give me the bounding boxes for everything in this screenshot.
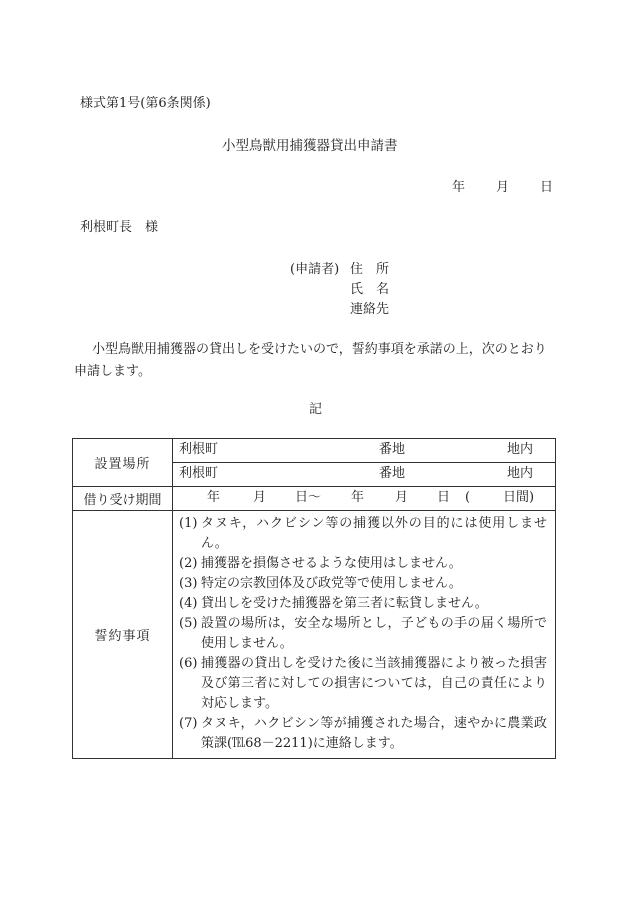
pledge-item xyxy=(179,554,547,574)
ki-heading: 記 xyxy=(309,402,323,417)
pledge-row xyxy=(73,511,556,759)
pledge-text: 設置の場所は，安全な場所とし，子どもの手の届く場所で使用しません。 xyxy=(201,616,547,651)
period-label: 借り受け期間 xyxy=(73,487,173,511)
applicant-role-label: (申請者) xyxy=(290,262,340,277)
pledge-number: (4) xyxy=(179,596,198,611)
period-days-open: ( xyxy=(465,490,471,505)
date-day-label: 日 xyxy=(540,180,554,195)
location-cell-2[interactable] xyxy=(173,463,556,487)
document-title: 小型鳥獣用捕獲器貸出申請書 xyxy=(222,138,398,154)
location-row-1 xyxy=(73,439,556,463)
pledge-text: タヌキ，ハクビシン等の捕獲以外の目的には使用しません。 xyxy=(201,516,547,551)
period-cell[interactable] xyxy=(173,487,556,511)
pledge-text: 貸出しを受けた捕獲器を第三者に転貸しません。 xyxy=(201,596,488,611)
address-label: 住 所 xyxy=(350,262,390,277)
date-year-label: 年 xyxy=(452,180,466,195)
pledge-number: (1) xyxy=(179,516,198,531)
pledge-item xyxy=(179,614,547,654)
period-end-month: 月 xyxy=(395,490,409,505)
application-statement: 小型鳥獣用捕獲器の貸出しを受けたいので，誓約事項を承諾の上，次のとおり申請します。 xyxy=(74,342,547,379)
pledge-item xyxy=(179,654,547,714)
location-town: 利根町 xyxy=(179,466,219,481)
addressee: 利根町長 様 xyxy=(80,220,159,235)
date-month-label: 月 xyxy=(496,180,510,195)
period-start-month: 月 xyxy=(253,490,267,505)
pledge-number: (3) xyxy=(179,576,198,591)
pledge-number: (5) xyxy=(179,616,198,631)
pledge-text: 捕獲器を損傷させるような使用はしません。 xyxy=(201,556,462,571)
period-end-year: 年 xyxy=(351,490,365,505)
pledge-item xyxy=(179,714,547,754)
location-town: 利根町 xyxy=(179,442,219,457)
period-days-close: 日間) xyxy=(503,490,535,505)
form-number: 様式第1号(第6条関係) xyxy=(80,96,211,111)
pledge-label: 誓約事項 xyxy=(73,511,173,759)
location-banchi: 番地 xyxy=(379,442,406,457)
pledge-number: (6) xyxy=(179,656,198,671)
application-table xyxy=(72,438,556,759)
period-start-day: 日～ xyxy=(295,490,322,505)
pledge-item xyxy=(179,594,547,614)
pledge-item xyxy=(179,514,547,554)
pledge-number: (2) xyxy=(179,556,198,571)
period-row xyxy=(73,487,556,511)
location-banchi: 番地 xyxy=(379,466,406,481)
pledge-text: 捕獲器の貸出しを受けた後に当該捕獲器により被った損害及び第三者に対しての損害については，自己の責任により対応します。 xyxy=(201,656,547,711)
contact-label: 連絡先 xyxy=(350,302,390,317)
location-chinai: 地内 xyxy=(507,442,534,457)
pledge-item xyxy=(179,574,547,594)
pledge-text: タヌキ，ハクビシン等が捕獲された場合，速やかに農業政策課(℡68－2211)に連絡します。 xyxy=(201,716,547,751)
period-start-year: 年 xyxy=(207,490,221,505)
location-chinai: 地内 xyxy=(507,466,534,481)
period-end-day: 日 xyxy=(437,490,451,505)
pledge-text: 特定の宗教団体及び政党等で使用しません。 xyxy=(201,576,462,591)
pledge-number: (7) xyxy=(179,716,198,731)
pledge-list xyxy=(173,511,556,759)
name-label: 氏 名 xyxy=(350,282,390,297)
location-label: 設置場所 xyxy=(73,439,173,487)
location-cell-1[interactable] xyxy=(173,439,556,463)
